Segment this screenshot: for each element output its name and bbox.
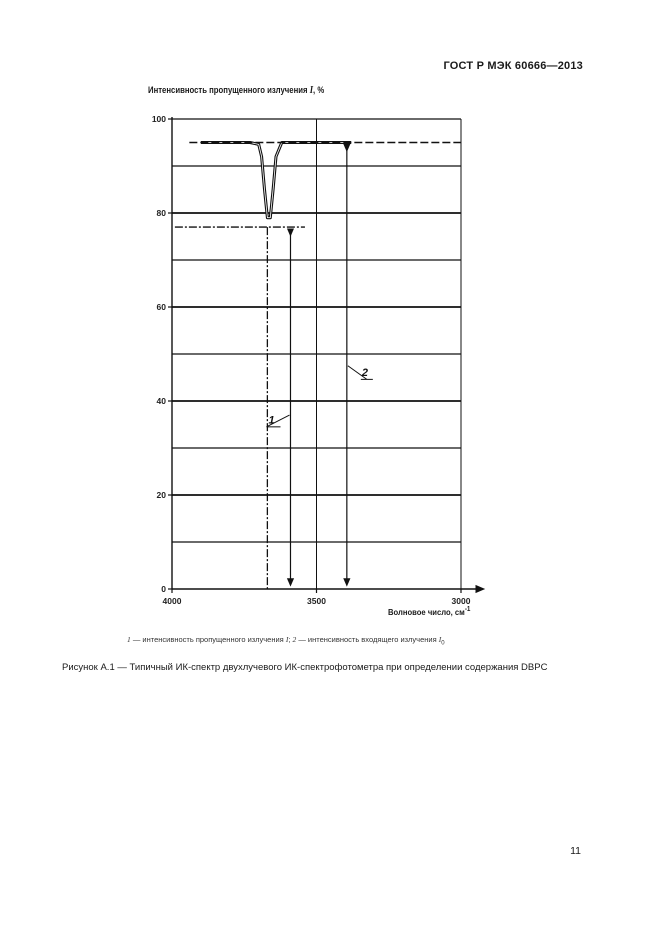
y-axis-symbol: I <box>309 85 314 96</box>
spectrum-trace <box>201 143 351 218</box>
page-number: 11 <box>570 845 581 857</box>
y-tick-label-100: 100 <box>151 114 166 124</box>
y-tick-label-0: 0 <box>161 584 166 594</box>
document-header: ГОСТ Р МЭК 60666—2013 <box>443 60 583 72</box>
legend-separator: ; <box>288 635 293 644</box>
x-axis-label-exponent: -1 <box>464 606 471 613</box>
legend-text-2: — интенсивность входящего излучения <box>296 635 439 644</box>
y-tick-label-80: 80 <box>156 208 166 218</box>
legend-symbol-2: I <box>438 635 442 644</box>
y-tick-label-20: 20 <box>156 490 166 500</box>
legend-text-1: — интенсивность пропущенного излучения <box>130 635 286 644</box>
legend-number-2: 2 <box>292 635 297 644</box>
figure-caption: Рисунок А.1 — Типичный ИК-спектр двухлучевого ИК-спектрофотометра при определении содержания DBPC <box>62 662 548 673</box>
x-axis-label <box>388 606 470 617</box>
legend-number-1: 1 <box>127 635 131 644</box>
x-tick-label-4000: 4000 <box>162 596 182 606</box>
legend-symbol-1: I <box>285 635 289 644</box>
y-axis-label-text: Интенсивность пропущенного излучения <box>148 85 308 95</box>
x-tick-label-3500: 3500 <box>307 596 326 606</box>
figure-legend <box>127 635 445 647</box>
x-axis-label-text: Волновое число, см <box>388 606 465 617</box>
y-axis-unit: , % <box>313 85 325 95</box>
legend-symbol-2-subscript: 0 <box>441 640 445 647</box>
y-tick-label-60: 60 <box>156 302 166 312</box>
x-tick-label-3000: 3000 <box>451 596 471 606</box>
callout-2-label: 2 <box>361 367 368 380</box>
callout-1-label: 1 <box>268 414 275 427</box>
y-tick-label-40: 40 <box>156 396 166 406</box>
